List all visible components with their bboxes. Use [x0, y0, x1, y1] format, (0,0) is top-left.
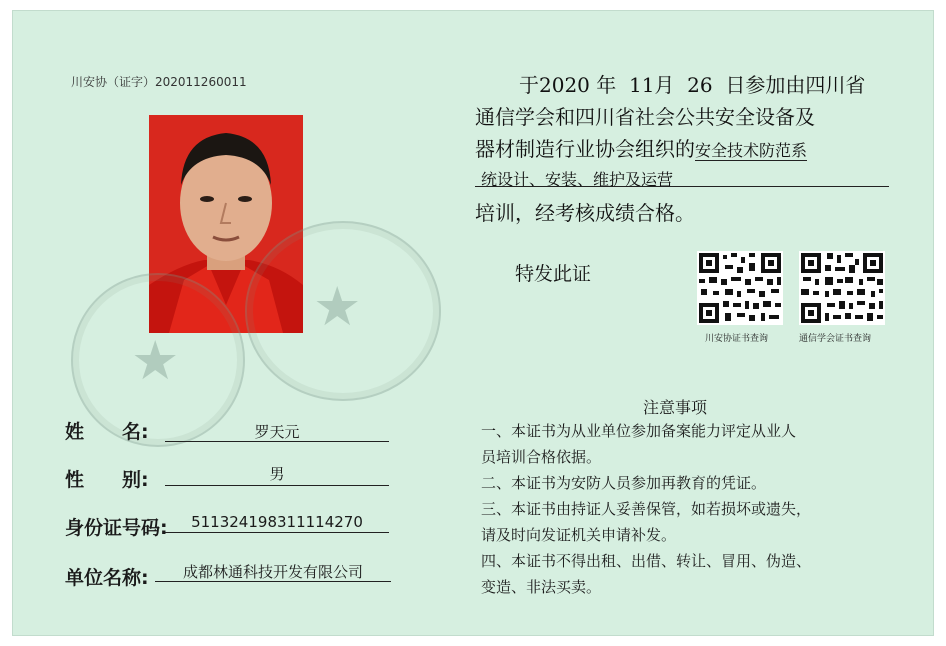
id-number-label: 身份证号码:	[65, 517, 168, 539]
name-label: 姓 名:	[65, 421, 149, 443]
note-line: 四、本证书不得出租、出借、转让、冒用、伪造、	[481, 552, 812, 570]
course-underline	[475, 186, 889, 187]
gender-label: 性 别:	[65, 469, 149, 491]
issued-statement: 特发此证	[515, 263, 592, 285]
certificate-serial: 川安协（证字）202011260011	[71, 75, 247, 89]
body-line-2: 通信学会和四川省社会公共安全设备及	[475, 105, 815, 129]
body-line-1: 于2020 年 11月 26 日参加由四川省	[519, 73, 866, 97]
note-line: 变造、非法买卖。	[481, 578, 602, 596]
note-line: 员培训合格依据。	[481, 448, 602, 466]
id-number-underline	[165, 532, 389, 533]
name-underline	[165, 441, 389, 442]
note-line: 二、本证书为安防人员参加再教育的凭证。	[481, 474, 767, 492]
qr-label-2: 通信学会证书查询	[799, 334, 872, 344]
organization-underline	[155, 581, 391, 582]
seal-star-icon: ★	[313, 275, 362, 338]
gender-value: 男	[269, 465, 285, 483]
qr-label-1: 川安协证书查询	[705, 334, 769, 344]
notes-title: 注意事项	[643, 398, 708, 417]
course-name-part1: 安全技术防范系	[695, 141, 808, 160]
certificate-card	[12, 10, 934, 636]
body-line-5: 培训，经考核成绩合格。	[475, 201, 695, 225]
course-name-part2: 统设计、安装、维护及运营	[481, 170, 674, 189]
note-line: 一、本证书为从业单位参加备案能力评定从业人	[481, 422, 797, 440]
qr-code-icon	[799, 251, 885, 325]
seal-star-icon: ★	[131, 329, 180, 392]
organization-value: 成都林通科技开发有限公司	[182, 563, 363, 581]
organization-label: 单位名称:	[65, 567, 149, 589]
qr-code-icon	[697, 251, 783, 325]
body-line-3: 器材制造行业协会组织的安全技术防范系	[475, 137, 808, 161]
gender-underline	[165, 485, 389, 486]
note-line: 三、本证书由持证人妥善保管，如若损坏或遗失，	[481, 500, 812, 518]
name-value: 罗天元	[254, 423, 300, 441]
note-line: 请及时向发证机关申请补发。	[481, 526, 677, 544]
id-number-value: 511324198311114270	[191, 513, 363, 531]
